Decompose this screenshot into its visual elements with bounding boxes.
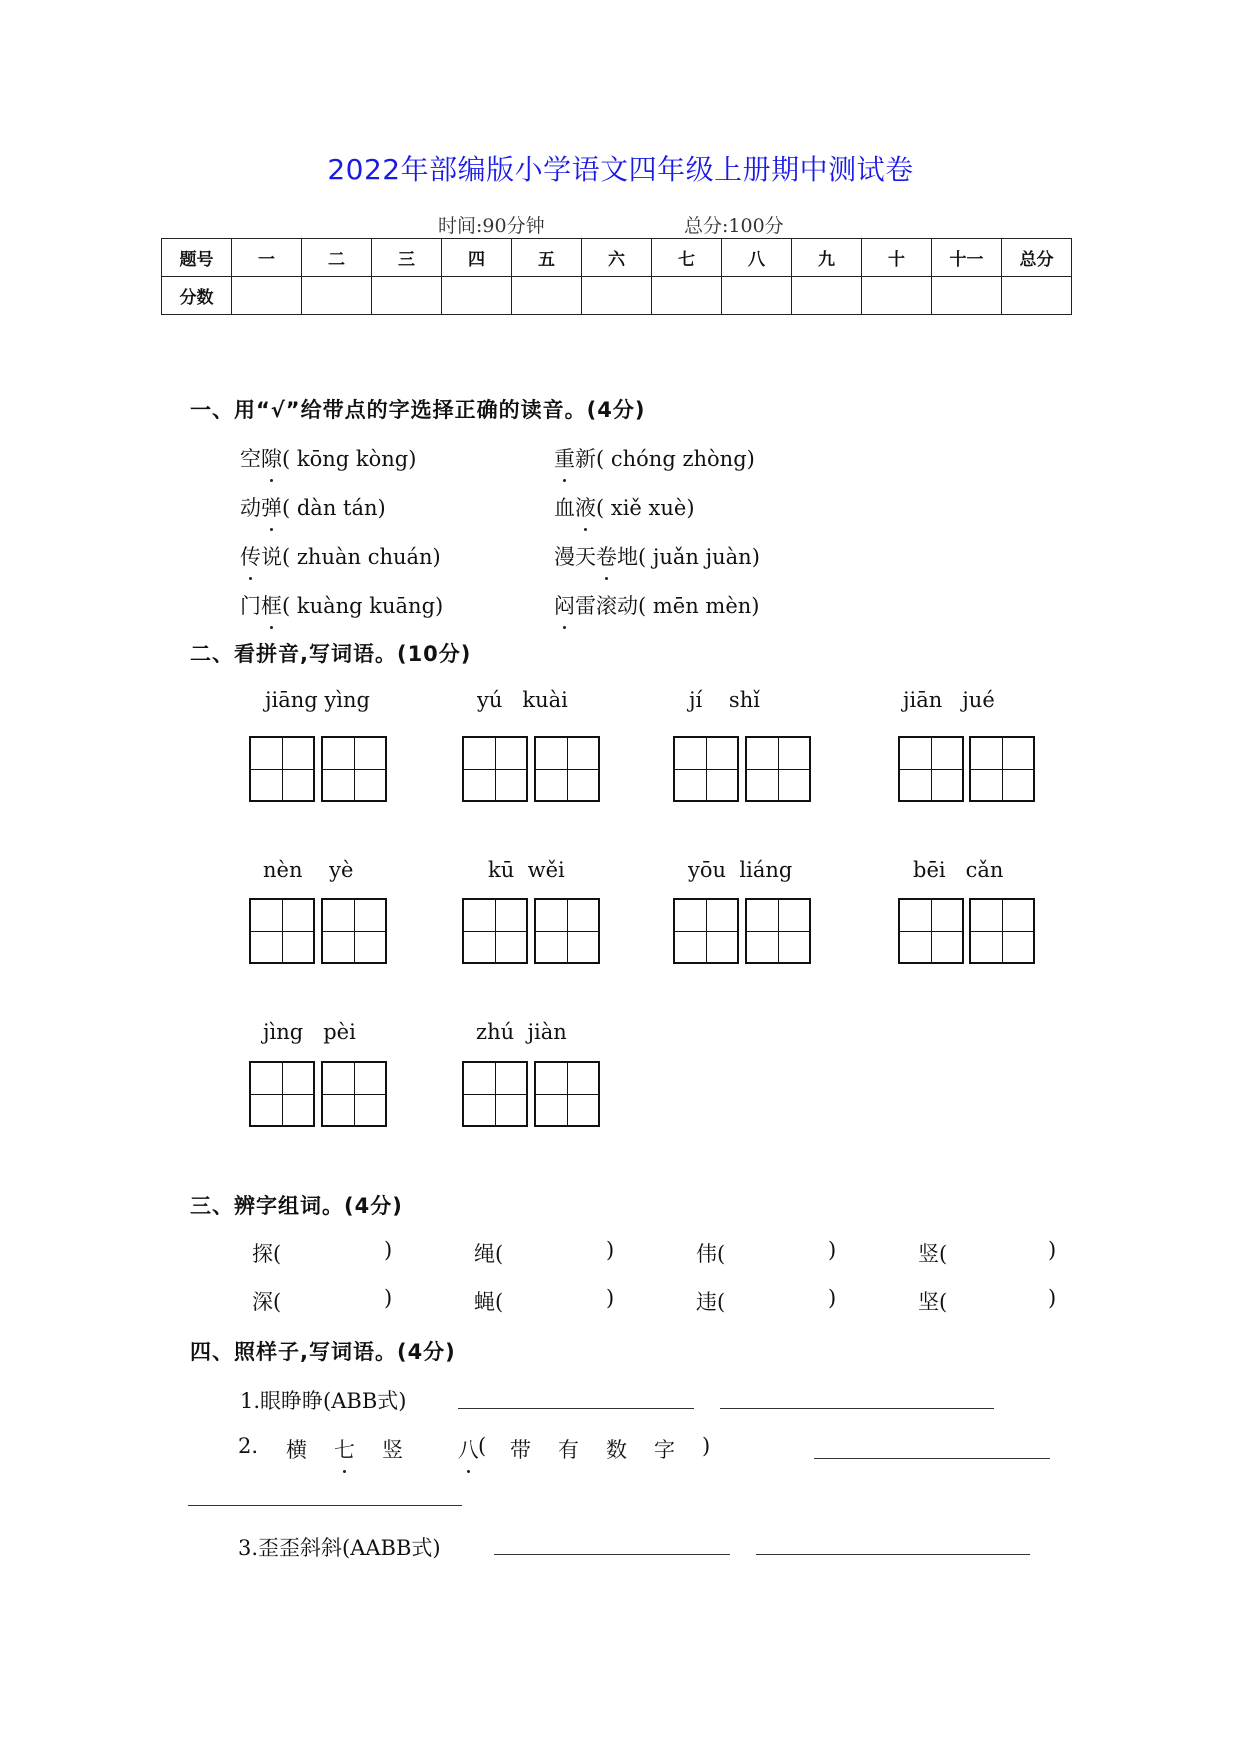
writing-grid-box[interactable] <box>969 898 1035 964</box>
table-cell: 总分 <box>1002 239 1072 277</box>
score-input-cell[interactable] <box>722 277 792 315</box>
score-input-cell[interactable] <box>442 277 512 315</box>
score-table <box>161 238 1072 315</box>
close-paren: ) <box>1048 1286 1057 1310</box>
close-paren: ) <box>1048 1238 1057 1262</box>
table-cell: 六 <box>582 239 652 277</box>
answer-line[interactable] <box>720 1408 994 1409</box>
answer-line[interactable] <box>188 1505 462 1506</box>
question-2-prompt: 2. 横 七 竖 八 ( 带 有 数 字 ) <box>238 1434 711 1462</box>
score-input-cell[interactable] <box>372 277 442 315</box>
pinyin-label: nèn yè <box>263 858 354 882</box>
pronunciation-item[interactable]: 门框( kuàng kuāng) <box>240 590 443 620</box>
close-paren: ) <box>828 1238 837 1262</box>
writing-grid-box[interactable] <box>745 898 811 964</box>
close-paren: ) <box>606 1238 615 1262</box>
score-input-cell[interactable] <box>1002 277 1072 315</box>
dotted-char: 八 <box>458 1434 479 1464</box>
question-1-prompt: 1.眼睁睁(ABB式) <box>240 1389 407 1413</box>
answer-line[interactable] <box>756 1554 1030 1555</box>
close-paren: ) <box>828 1286 837 1310</box>
score-input-cell[interactable] <box>862 277 932 315</box>
answer-line[interactable] <box>814 1458 1050 1459</box>
close-paren: ) <box>384 1238 393 1262</box>
table-cell: 五 <box>512 239 582 277</box>
dotted-char: 闷 <box>554 590 575 620</box>
pinyin-label: jiāng yìng <box>265 688 370 712</box>
pronunciation-item[interactable]: 传说( zhuàn chuán) <box>240 541 441 571</box>
section-1-title: 一、用“√”给带点的字选择正确的读音。(4分) <box>190 398 646 422</box>
writing-grid-box[interactable] <box>673 898 739 964</box>
pinyin-label: kū wěi <box>488 858 565 882</box>
writing-grid-box[interactable] <box>249 898 315 964</box>
score-input-cell[interactable] <box>582 277 652 315</box>
pronunciation-item[interactable]: 闷雷滚动( mēn mèn) <box>554 590 759 620</box>
dotted-char: 传 <box>240 541 261 571</box>
table-cell: 十 <box>862 239 932 277</box>
dotted-char: 重 <box>554 443 575 473</box>
writing-grid-box[interactable] <box>462 1061 528 1127</box>
table-cell: 分数 <box>162 277 232 315</box>
answer-line[interactable] <box>494 1554 730 1555</box>
score-input-cell[interactable] <box>792 277 862 315</box>
writing-grid-box[interactable] <box>673 736 739 802</box>
score-input-cell[interactable] <box>232 277 302 315</box>
writing-grid-box[interactable] <box>534 898 600 964</box>
word-group-char: 违( <box>696 1290 726 1314</box>
score-input-cell[interactable] <box>932 277 1002 315</box>
dotted-char: 弹 <box>261 492 282 522</box>
section-2-title: 二、看拼音,写词语。(10分) <box>190 642 472 666</box>
dotted-char: 七 <box>334 1434 355 1464</box>
table-cell: 三 <box>372 239 442 277</box>
pinyin-label: jí shǐ <box>689 688 760 712</box>
total-score-label: 总分:100分 <box>684 215 784 237</box>
writing-grid-box[interactable] <box>321 736 387 802</box>
section-4-title: 四、照样子,写词语。(4分) <box>190 1340 456 1364</box>
word-group-char: 坚( <box>918 1290 948 1314</box>
word-group-char: 深( <box>252 1290 282 1314</box>
word-group-char: 蝇( <box>474 1290 504 1314</box>
writing-grid-box[interactable] <box>534 736 600 802</box>
table-cell: 二 <box>302 239 372 277</box>
close-paren: ) <box>384 1286 393 1310</box>
time-label: 时间:90分钟 <box>438 215 545 237</box>
score-input-cell[interactable] <box>302 277 372 315</box>
word-group-char: 探( <box>252 1242 282 1266</box>
score-table-header-row <box>162 239 1072 277</box>
pronunciation-item[interactable]: 重新( chóng zhòng) <box>554 443 755 473</box>
pronunciation-item[interactable]: 漫天卷地( juǎn juàn) <box>554 541 760 571</box>
pinyin-label: yú kuài <box>477 688 568 712</box>
writing-grid-box[interactable] <box>321 898 387 964</box>
pinyin-label: jiān jué <box>903 688 995 712</box>
answer-line[interactable] <box>458 1408 694 1409</box>
writing-grid-box[interactable] <box>898 736 964 802</box>
table-cell: 一 <box>232 239 302 277</box>
dotted-char: 隙 <box>261 443 282 473</box>
score-input-cell[interactable] <box>652 277 722 315</box>
writing-grid-box[interactable] <box>249 736 315 802</box>
score-input-cell[interactable] <box>512 277 582 315</box>
dotted-char: 框 <box>261 590 282 620</box>
question-3-prompt: 3.歪歪斜斜(AABB式) <box>238 1536 441 1560</box>
score-table-score-row <box>162 277 1072 315</box>
table-cell: 十一 <box>932 239 1002 277</box>
word-group-char: 绳( <box>474 1242 504 1266</box>
table-cell: 八 <box>722 239 792 277</box>
writing-grid-box[interactable] <box>462 736 528 802</box>
table-cell: 题号 <box>162 239 232 277</box>
writing-grid-box[interactable] <box>534 1061 600 1127</box>
table-cell: 四 <box>442 239 512 277</box>
pinyin-label: jìng pèi <box>263 1020 356 1044</box>
table-cell: 九 <box>792 239 862 277</box>
dotted-char: 液 <box>575 492 596 522</box>
pronunciation-item[interactable]: 空隙( kōng kòng) <box>240 443 416 473</box>
writing-grid-box[interactable] <box>321 1061 387 1127</box>
dotted-char: 卷 <box>596 541 617 571</box>
writing-grid-box[interactable] <box>898 898 964 964</box>
word-group-char: 伟( <box>696 1242 726 1266</box>
close-paren: ) <box>606 1286 615 1310</box>
writing-grid-box[interactable] <box>249 1061 315 1127</box>
pinyin-label: bēi cǎn <box>913 858 1004 882</box>
pinyin-label: yōu liáng <box>688 858 793 882</box>
pronunciation-item[interactable]: 血液( xiě xuè) <box>554 492 695 522</box>
pronunciation-item[interactable]: 动弹( dàn tán) <box>240 492 386 522</box>
page-title: 2022年部编版小学语文四年级上册期中测试卷 <box>327 153 914 186</box>
section-3-title: 三、辨字组词。(4分) <box>190 1194 403 1218</box>
writing-grid-box[interactable] <box>745 736 811 802</box>
writing-grid-box[interactable] <box>462 898 528 964</box>
writing-grid-box[interactable] <box>969 736 1035 802</box>
pinyin-label: zhú jiàn <box>476 1020 567 1044</box>
word-group-char: 竖( <box>918 1242 948 1266</box>
table-cell: 七 <box>652 239 722 277</box>
